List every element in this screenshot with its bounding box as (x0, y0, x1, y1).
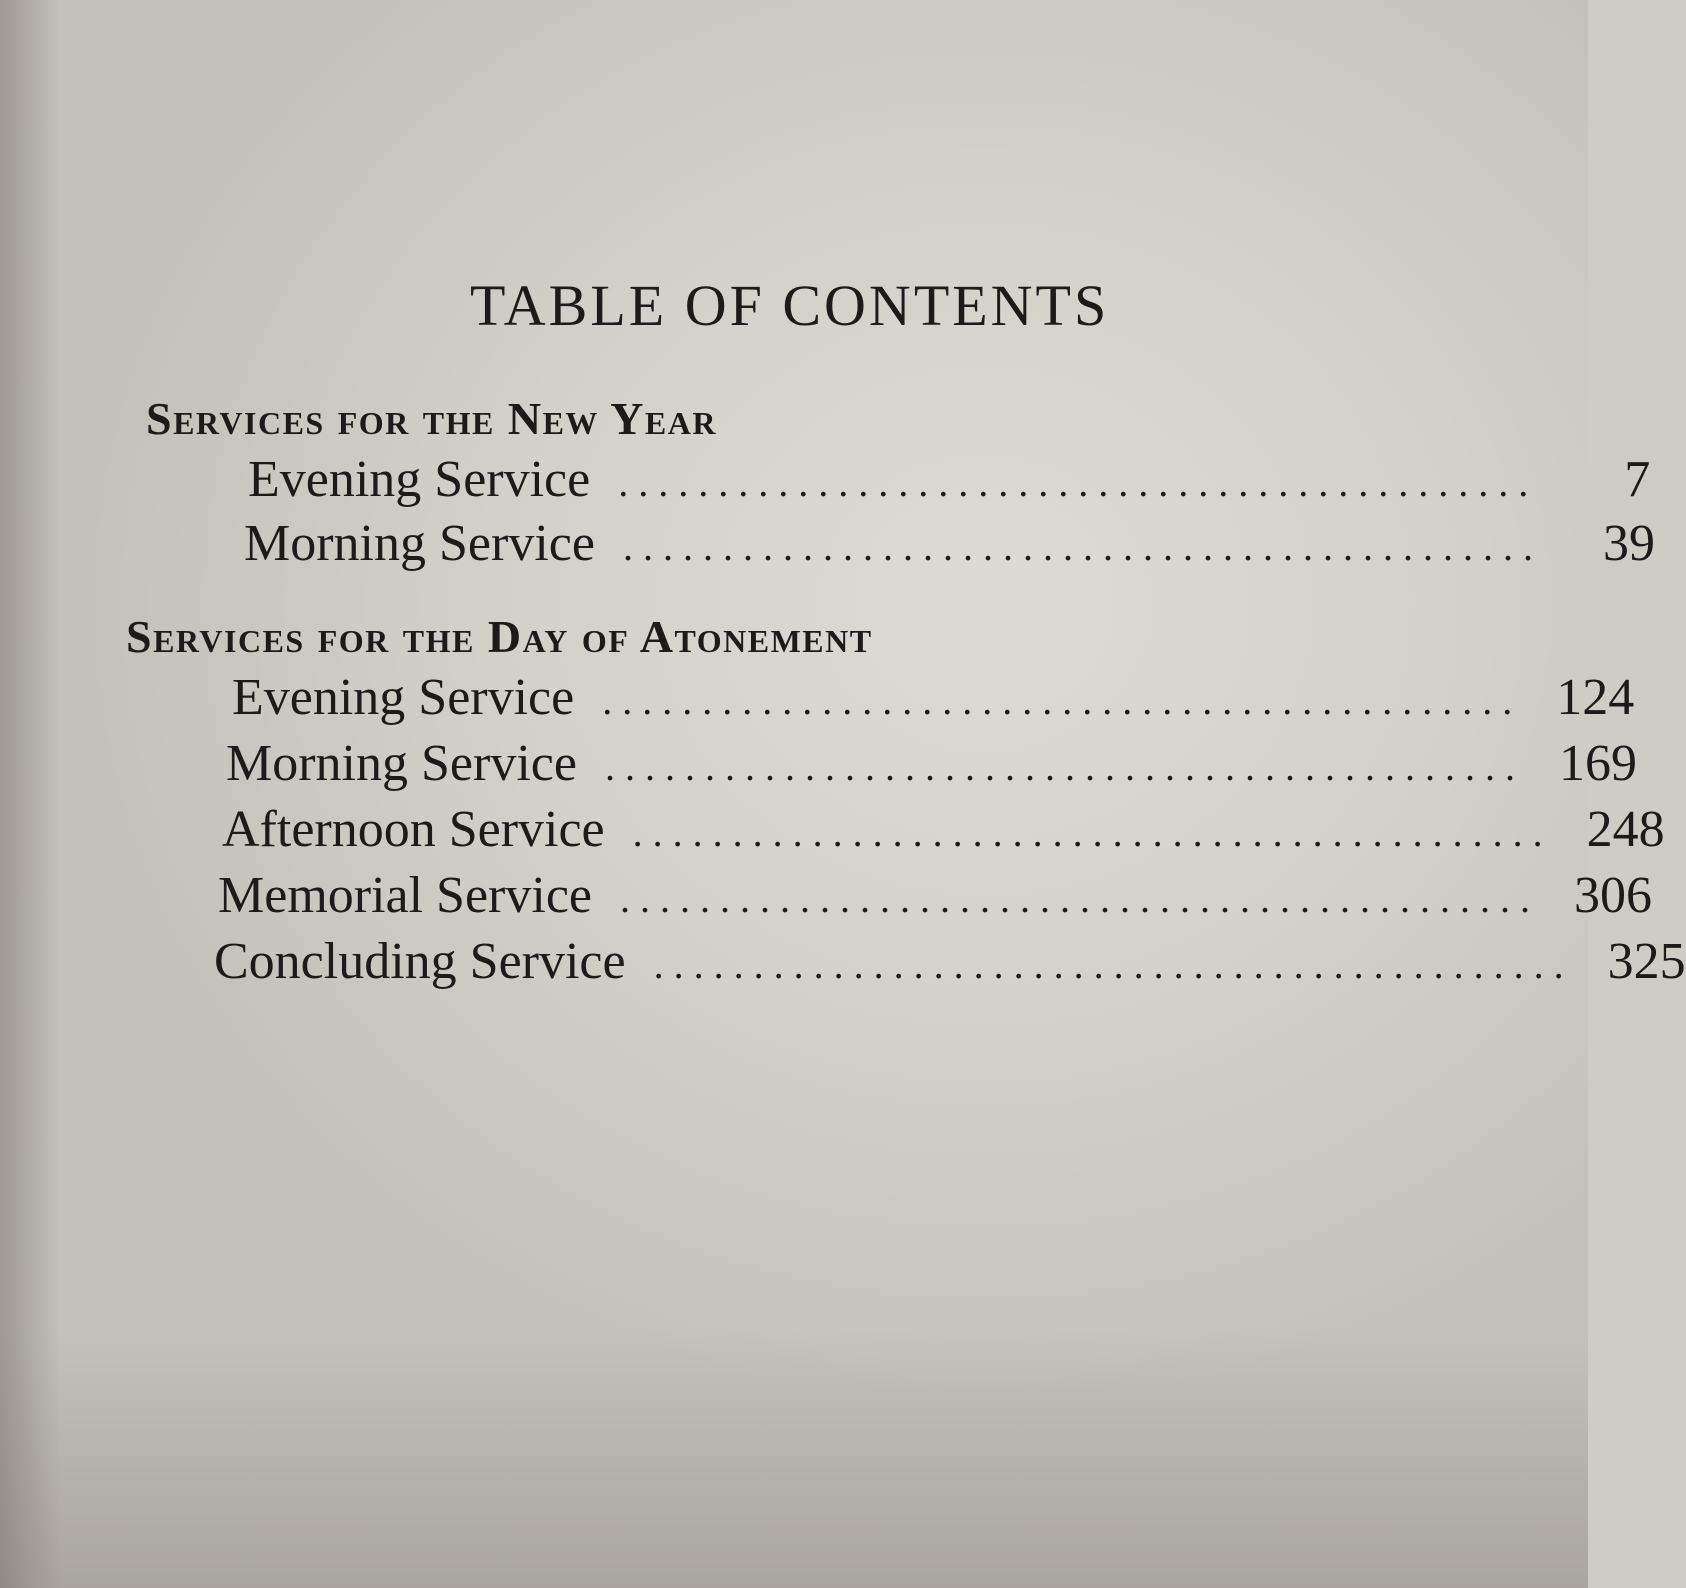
entry-page-number: 7 (1624, 451, 1651, 508)
toc-entry (232, 668, 1635, 732)
entry-label: Memorial Service (218, 867, 592, 924)
entry-page-number: 306 (1573, 867, 1652, 924)
entry-page-number: 325 (1607, 933, 1686, 990)
dot-leader: .............................................. (604, 744, 1525, 789)
page-bottom-shadow (0, 1328, 1588, 1588)
dot-leader: .............................................. (632, 810, 1553, 855)
entry-label: Afternoon Service (222, 801, 605, 858)
toc-entry (248, 450, 1651, 514)
toc-entry (214, 932, 1686, 996)
toc-entry (226, 734, 1637, 798)
entry-page-number: 248 (1586, 801, 1665, 858)
dot-leader: .............................................. (619, 876, 1540, 921)
toc-entry (222, 800, 1665, 864)
toc-entry (218, 866, 1652, 930)
entry-page-number: 124 (1556, 669, 1635, 726)
entry-label: Evening Service (232, 669, 575, 726)
section-heading-new-year: Services for the New Year (146, 393, 717, 444)
entry-label: Morning Service (226, 735, 577, 792)
entry-page-number: 169 (1558, 735, 1637, 792)
dot-leader: .............................................. (622, 524, 1543, 569)
dot-leader: .............................................. (653, 942, 1574, 987)
toc-entry (244, 514, 1655, 578)
entry-page-number: 39 (1602, 515, 1655, 572)
page-title: TABLE OF CONTENTS (470, 273, 1110, 338)
entry-label: Evening Service (248, 451, 591, 508)
dot-leader: .............................................. (602, 678, 1523, 723)
dot-leader: .............................................. (618, 460, 1539, 505)
entry-label: Concluding Service (214, 933, 626, 990)
entry-label: Morning Service (244, 515, 595, 572)
section-heading-day-of-atonement: Services for the Day of Atonement (126, 611, 873, 662)
